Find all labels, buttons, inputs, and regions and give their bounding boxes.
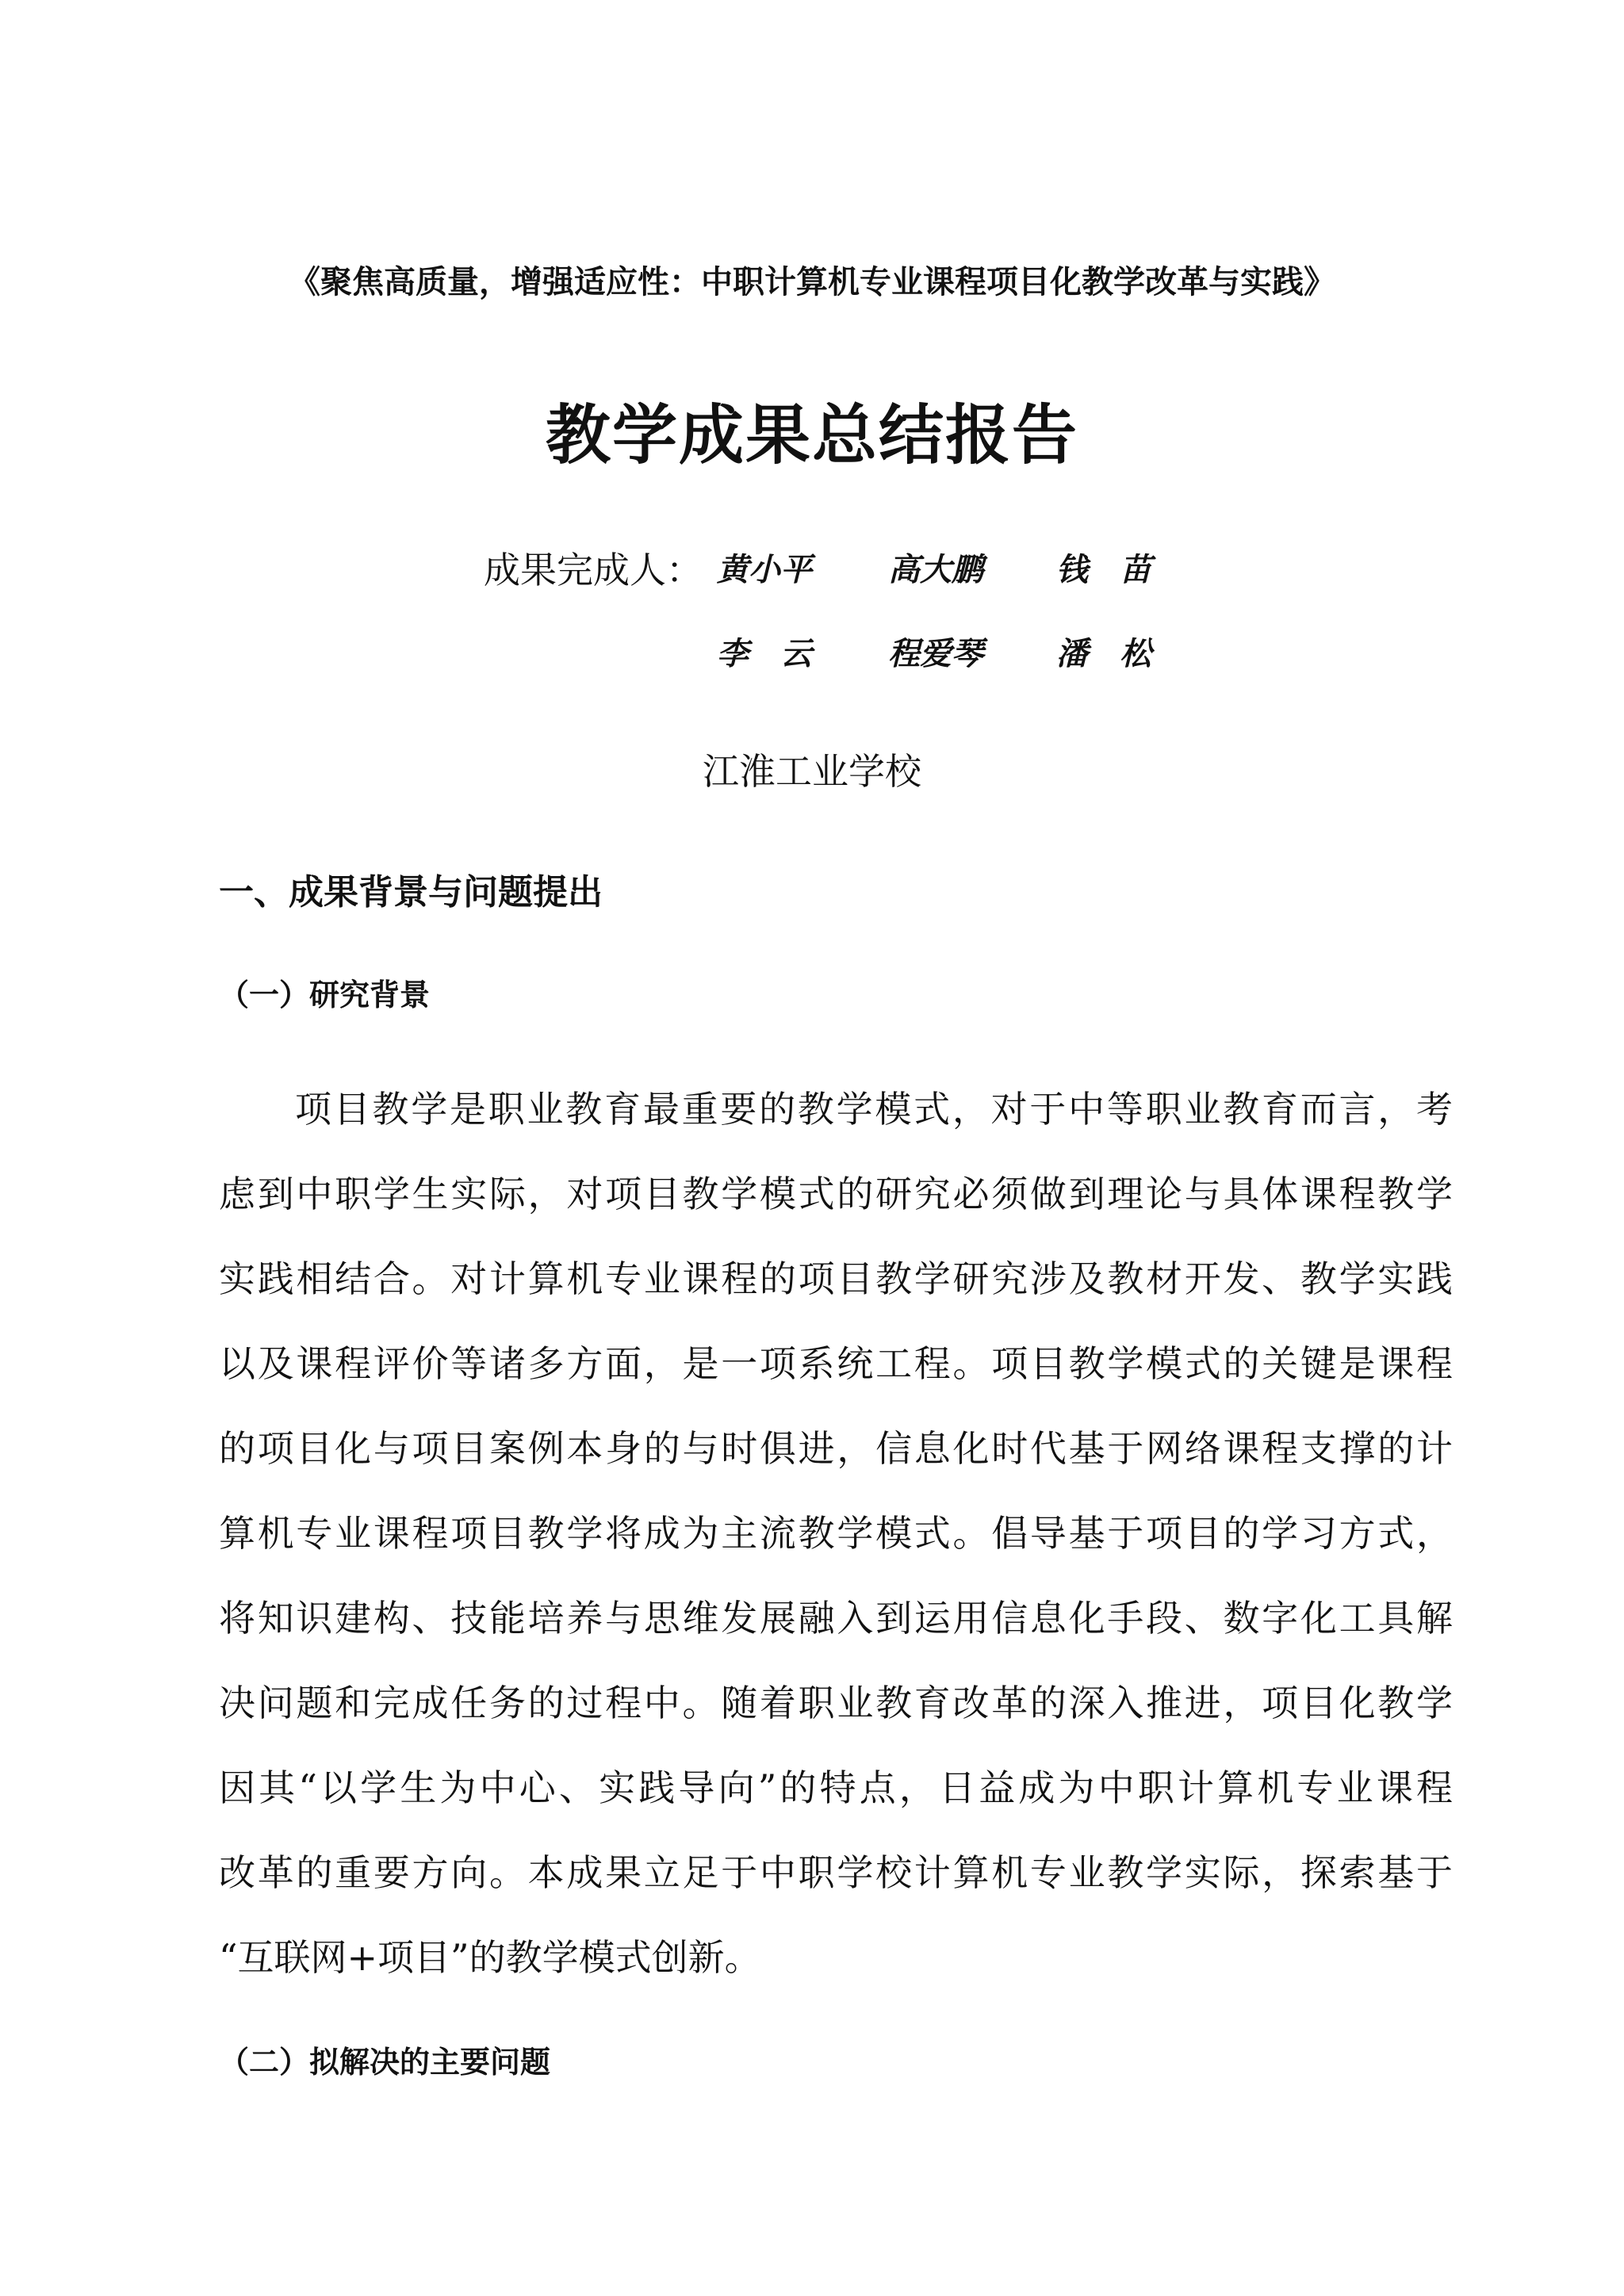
subsection-heading: （一）研究背景: [219, 978, 431, 1012]
paragraph-line: 实践相结合。对计算机专业课程的项目教学研究涉及教材开发、教学实践: [219, 1257, 1453, 1300]
author-name: 黄小平: [717, 551, 812, 588]
paragraph-line: 将知识建构、技能培养与思维发展融入到运用信息化手段、数字化工具解: [219, 1597, 1453, 1640]
author-name: 潘 松: [1056, 635, 1151, 672]
subsection-heading: （二）拟解决的主要问题: [219, 2045, 551, 2080]
paragraph-line: 改革的重要方向。本成果立足于中职学校计算机专业教学实际，探索基于: [219, 1851, 1453, 1894]
paragraph-line: 的项目化与项目案例本身的与时俱进，信息化时代基于网络课程支撑的计: [219, 1427, 1453, 1470]
author-name: 程爱琴: [888, 635, 983, 672]
author-name: 钱 苗: [1056, 551, 1151, 588]
author-name: 高大鹏: [888, 551, 983, 588]
paragraph-line: 决问题和完成任务的过程中。随着职业教育改革的深入推进，项目化教学: [219, 1682, 1453, 1724]
document-subtitle: 《聚焦高质量，增强适应性：中职计算机专业课程项目化教学改革与实践》: [289, 264, 1335, 300]
school-name: 江淮工业学校: [703, 750, 921, 793]
paragraph-line: “互联网+项目”的教学模式创新。: [219, 1936, 761, 1979]
paragraph-line: 因其“以学生为中心、实践导向”的特点，日益成为中职计算机专业课程: [219, 1766, 1453, 1809]
author-name: 李 云: [717, 635, 812, 672]
paragraph-line: 算机专业课程项目教学将成为主流教学模式。倡导基于项目的学习方式，: [219, 1512, 1453, 1555]
paragraph-line: 以及课程评价等诸多方面，是一项系统工程。项目教学模式的关键是课程: [219, 1342, 1453, 1385]
body-paragraph: [219, 1067, 1453, 2000]
authors-label: 成果完成人：: [484, 549, 703, 591]
paragraph-line: 项目教学是职业教育最重要的教学模式，对于中等职业教育而言，考: [295, 1088, 1453, 1131]
section-heading: 一、成果背景与问题提出: [219, 872, 603, 913]
paragraph-line: 虑到中职学生实际，对项目教学模式的研究必须做到理论与具体课程教学: [219, 1173, 1453, 1215]
document-title: 教学成果总结报告: [545, 398, 1078, 473]
